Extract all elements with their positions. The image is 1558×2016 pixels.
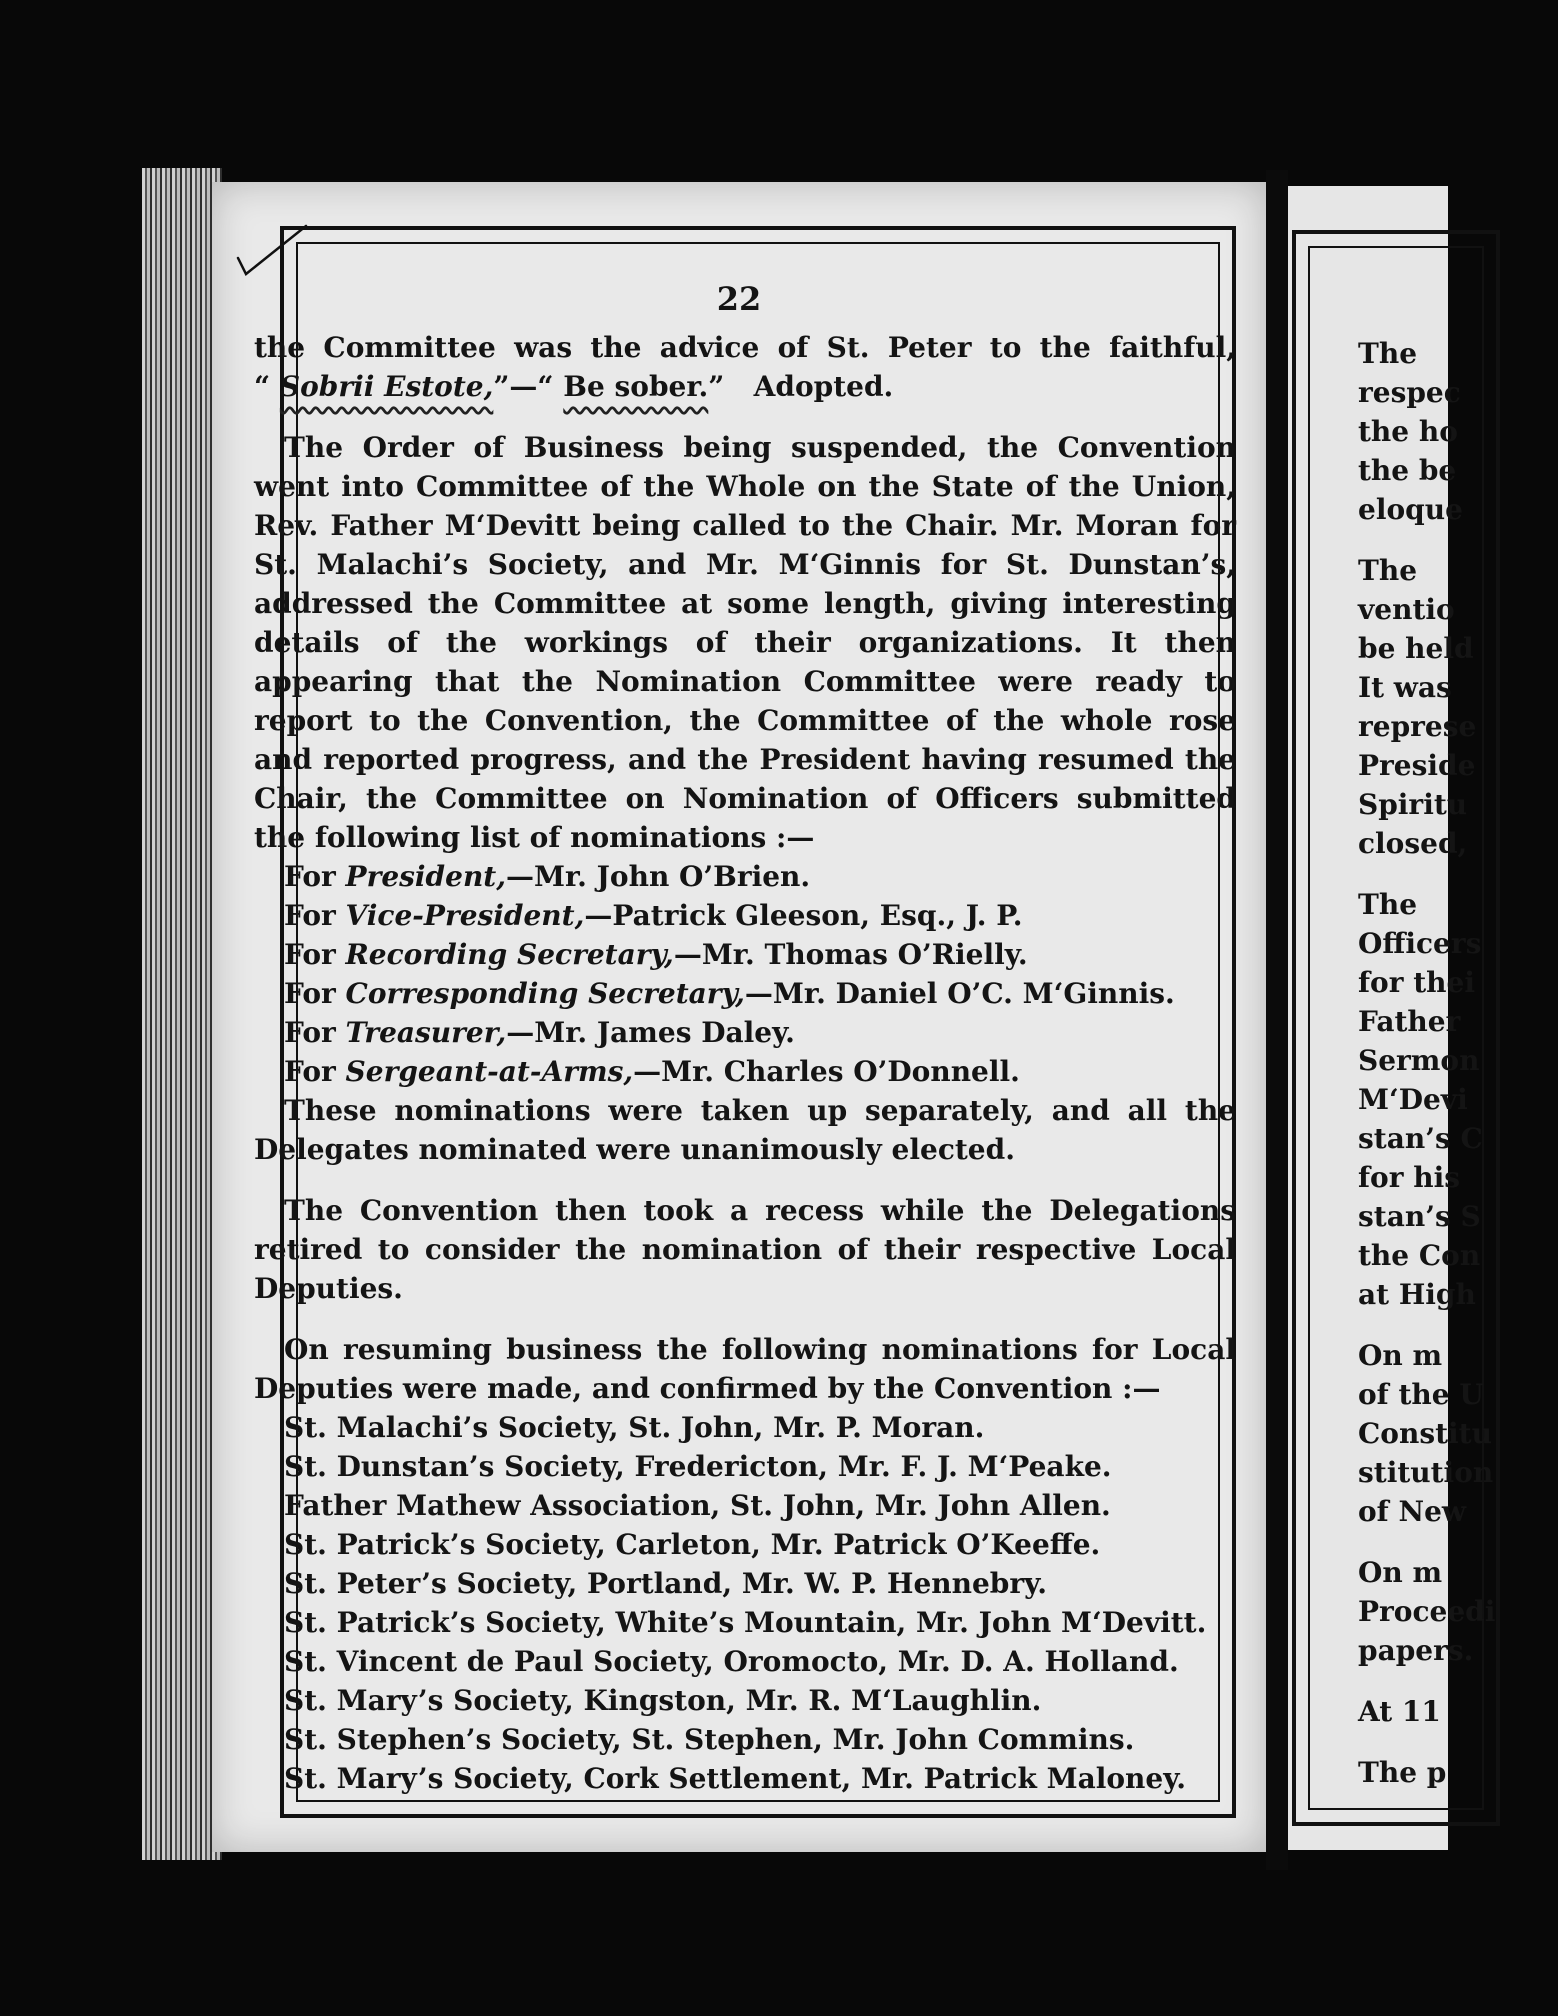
right-page-line-fragment: the ho [1358,415,1458,448]
right-page-line-fragment: Officers [1358,927,1482,960]
local-deputy-entry: St. Mary’s Society, Kingston, Mr. R. M‘Laughlin. [284,1684,1042,1717]
local-deputy-entry: St. Malachi’s Society, St. John, Mr. P. Moran. [284,1411,985,1444]
officer-role: Corresponding Secretary, [345,977,745,1010]
right-page-line-fragment: stan’s C [1358,1122,1483,1155]
book-page-edges [142,168,222,1860]
officer-nomination [254,896,1236,935]
left-page [212,182,1266,1852]
paragraph-resuming: On resuming business the following nominations for Local Deputies were made, and confirmed by the Convention :— [254,1333,1236,1405]
right-page-line-fragment: On m [1358,1556,1443,1589]
right-page-line-fragment: Constitu [1358,1417,1492,1450]
nomination-prefix: For [284,1055,336,1088]
right-page-line-fragment: of the U [1358,1378,1484,1411]
local-deputy-entry: St. Patrick’s Society, White’s Mountain, Mr. John M‘Devitt. [284,1606,1207,1639]
right-page-line-fragment: Preside [1358,749,1476,782]
nomination-prefix: For [284,977,336,1010]
officer-nominee: —Mr. Daniel O’C. M‘Ginnis. [744,977,1175,1010]
right-page-line-fragment: It was [1358,671,1452,704]
right-page-line-fragment: Sermon [1358,1044,1480,1077]
paragraph-continuation [254,328,1236,406]
officer-nomination [254,935,1236,974]
handwritten-checkmark-icon [232,218,312,278]
officer-nominee: —Mr. John O’Brien. [505,860,811,893]
right-page-line-fragment: at High [1358,1278,1476,1311]
paragraph-elected: These nominations were taken up separately, and all the Delegates nominated were unanimously elected. [254,1094,1236,1166]
right-page-line-fragment: On m [1358,1339,1443,1372]
quote-line: “ Sobrii Estote,”—“ Be sober.” Adopted. [254,370,894,403]
officer-role: Vice-President, [345,899,585,932]
local-deputy-entry: St. Stephen’s Society, St. Stephen, Mr. John Commins. [284,1723,1135,1756]
local-deputy-entry: St. Dunstan’s Society, Fredericton, Mr. F. J. M‘Peake. [284,1450,1112,1483]
officer-role: President, [345,860,506,893]
officer-nominee: —Mr. James Daley. [506,1016,795,1049]
officer-nomination [254,1013,1236,1052]
local-deputy-entry: St. Vincent de Paul Society, Oromocto, Mr. D. A. Holland. [284,1645,1179,1678]
latin-quote: Sobrii Estote, [279,370,494,403]
officer-nominee: —Mr. Thomas O’Rielly. [673,938,1028,971]
right-page-line-fragment: The [1358,554,1418,587]
local-deputy-entry: St. Peter’s Society, Portland, Mr. W. P. Hennebry. [284,1567,1047,1600]
page-number: 22 [716,280,762,318]
right-page-line-fragment: Spiritu [1358,788,1468,821]
nomination-prefix: For [284,860,336,893]
right-page-line-fragment: the Con [1358,1239,1481,1272]
right-page-line-fragment: the be [1358,454,1457,487]
officer-nomination [254,857,1236,896]
right-page-line-fragment: be held [1358,632,1474,665]
officer-nominations-list [254,857,1236,1091]
page-body [254,328,1236,1798]
right-page-line-fragment: of New [1358,1495,1466,1528]
right-page-line-fragment: The [1358,888,1418,921]
local-deputy-entry: St. Mary’s Society, Cork Settlement, Mr. Patrick Maloney. [284,1762,1187,1795]
officer-nomination [254,974,1236,1013]
right-page-line-fragment: At 11 [1358,1695,1441,1728]
nomination-prefix: For [284,899,336,932]
continuation-line: the Committee was the advice of St. Peter to the faithful, [254,331,1236,364]
right-page-line-fragment: stitution [1358,1456,1494,1489]
officer-role: Treasurer, [345,1016,507,1049]
right-page-fragment [1288,186,1496,1850]
right-page-line-fragment: papers. [1358,1634,1474,1667]
right-page-line-fragment: The [1358,337,1418,370]
right-page-line-fragment: for thei [1358,966,1475,999]
right-page-line-fragment: ventio [1358,593,1455,626]
officer-role: Recording Secretary, [345,938,674,971]
right-page-line-fragment: closed, [1358,827,1468,860]
officer-nomination [254,1052,1236,1091]
right-page-text [1358,334,1558,1792]
paragraph-order-of-business: The Order of Business being suspended, the Convention went into Committee of the Whole on the State of the Union, Rev. Father M‘Devitt being called to the Chair. Mr. Moran for St. Malachi’s Society, and Mr. M‘Ginnis for St. Dunstan’s, addressed the Committee at some length, giving interesting details of the workings of their organizations. It then appearing that the Nomination Committee were ready to report to the Convention, the Committee of the whole rose and reported progress, and the President having resumed the Chair, the Committee on Nomination of Officers submitted the following list of nominations :— [254,431,1236,854]
right-page-line-fragment: for his [1358,1161,1460,1194]
local-deputies-list [254,1408,1236,1798]
adopted-text: Adopted. [753,370,894,403]
right-page-line-fragment: M‘Devi [1358,1083,1468,1116]
local-deputy-entry: St. Patrick’s Society, Carleton, Mr. Patrick O’Keeffe. [284,1528,1101,1561]
officer-nominee: —Mr. Charles O’Donnell. [633,1055,1020,1088]
right-page-line-fragment: Proceedi [1358,1595,1496,1628]
right-page-line-fragment: eloque [1358,493,1463,526]
nomination-prefix: For [284,938,336,971]
right-page-line-fragment: stan’s S [1358,1200,1481,1233]
officer-nominee: —Patrick Gleeson, Esq., J. P. [584,899,1023,932]
nomination-prefix: For [284,1016,336,1049]
officer-role: Sergeant-at-Arms, [345,1055,634,1088]
right-page-line-fragment: The p [1358,1756,1447,1789]
right-page-line-fragment: Father [1358,1005,1461,1038]
english-quote: Be sober. [563,370,709,403]
right-page-line-fragment: represe [1358,710,1477,743]
book-gutter [1266,170,1288,1870]
paragraph-recess: The Convention then took a recess while the Delegations retired to consider the nomination of their respective Local Deputies. [254,1194,1236,1305]
local-deputy-entry: Father Mathew Association, St. John, Mr. John Allen. [284,1489,1111,1522]
right-page-line-fragment: respec [1358,376,1461,409]
